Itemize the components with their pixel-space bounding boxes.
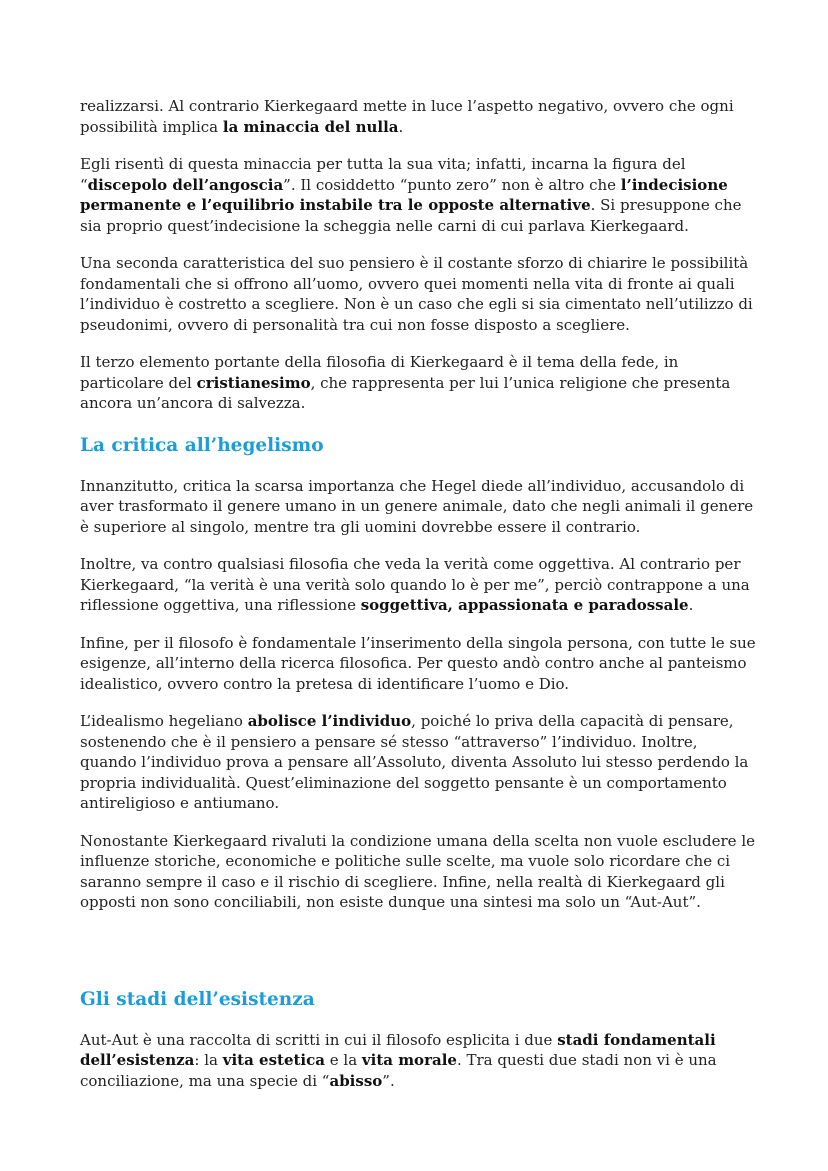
- text-run: L’idealismo hegeliano: [80, 712, 248, 730]
- intro-paragraph-3: [80, 253, 758, 335]
- text-run: Infine, per il filosofo è fondamentale l’inserimento della singola persona, con tutte le sue esigenze, all’interno della ricerca filosofica. Per questo andò contro anche al panteismo idealistico, ovvero contro la pretesa di identificare l’uomo e Dio.: [80, 633, 756, 693]
- text-run: ”. Il cosiddetto “punto zero” non è altro che: [283, 175, 621, 194]
- heading-stadi-esistenza: Gli stadi dell’esistenza: [80, 988, 315, 1010]
- critica-paragraph-5: [80, 831, 758, 913]
- spacer: [80, 930, 758, 968]
- intro-section: [80, 96, 758, 414]
- bold-text: discepolo dell’angoscia: [87, 175, 284, 194]
- stadi-paragraph-1: [80, 1030, 758, 1092]
- bold-text: la minaccia del nulla: [222, 117, 399, 136]
- bold-text: soggettiva, appassionata e paradossale: [360, 596, 689, 614]
- bold-text: vita morale: [361, 1051, 457, 1069]
- text-run: Nonostante Kierkegaard rivaluti la condizione umana della scelta non vuole escludere le influenze storiche, economiche e politiche sulle scelte, ma vuole solo ricordare che ci saranno sempre il caso e il rischio di scegliere. Infine, nella realtà di Kierkegaard gli opposti non sono conciliabili, non esiste dunque una sintesi ma solo un “Aut-Aut”.: [80, 831, 755, 911]
- bold-text: cristianesimo: [196, 373, 311, 392]
- intro-paragraph-4: [80, 352, 758, 414]
- text-run: : la: [194, 1051, 223, 1069]
- text-run: e la: [324, 1051, 362, 1069]
- text-run: Innanzitutto, critica la scarsa importanza che Hegel diede all’individuo, accusandolo di aver trasformato il genere umano in un genere animale, dato che negli animali il genere è superiore al singolo, mentre tra gli uomini dovrebbe essere il contrario.: [80, 476, 754, 536]
- bold-text: l’indecisione permanente e l’equilibrio instabile tra le opposte alternative: [80, 175, 728, 214]
- heading-critica-hegelismo: La critica all’hegelismo: [80, 434, 324, 456]
- critica-paragraph-4: [80, 711, 758, 814]
- stadi-section: [80, 1030, 758, 1092]
- text-run: Una seconda caratteristica del suo pensiero è il costante sforzo di chiarire le possibilità fondamentali che si offrono all’uomo, ovvero quei momenti nella vita di fronte ai quali l’individuo è costretto a scegliere. Non è un caso che egli si sia cimentato nell’utilizzo di pseudonimi, ovvero di personalità tra cui non fosse disposto a scegliere.: [80, 254, 753, 334]
- text-run: .: [398, 117, 404, 136]
- critica-section: [80, 476, 758, 913]
- text-run: ”.: [382, 1071, 395, 1090]
- text-run: Aut-Aut è una raccolta di scritti in cui il filosofo esplicita i due: [80, 1030, 558, 1049]
- bold-text: stadi fondamentali dell’esistenza: [80, 1030, 716, 1069]
- text-run: Inoltre, va contro qualsiasi filosofia che veda la verità come oggettiva. Al contrario per Kierkegaard, “la verità è una verità solo quando lo è per me”, perciò contrappone a una riflessione oggettiva, una riflessione: [80, 555, 750, 614]
- intro-paragraph-2: [80, 154, 758, 236]
- text-run: Il terzo elemento portante della filosofia di Kierkegaard è il tema della fede, in particolare del: [80, 353, 679, 392]
- text-run: . Si presuppone che sia proprio quest’indecisione la scheggia nelle carni di cui parlava Kierkegaard.: [80, 196, 742, 235]
- text-run: . Tra questi due stadi non vi è una conciliazione, ma una specie di “: [80, 1051, 717, 1090]
- critica-paragraph-2: [80, 554, 758, 616]
- bold-text: abolisce l’individuo: [247, 712, 412, 730]
- critica-paragraph-3: [80, 633, 758, 695]
- text-run: , che rappresenta per lui l’unica religione che presenta ancora un’ancora di salvezza.: [80, 373, 731, 412]
- text-run: .: [688, 596, 694, 614]
- text-run: Egli risentì di questa minaccia per tutta la sua vita; infatti, incarna la figura del “: [80, 155, 686, 194]
- bold-text: abisso: [329, 1071, 383, 1090]
- intro-paragraph-1: [80, 96, 758, 137]
- critica-paragraph-1: [80, 476, 758, 538]
- bold-text: vita estetica: [222, 1051, 325, 1069]
- text-run: , poiché lo priva della capacità di pensare, sostenendo che è il pensiero a pensare sé stesso “attraverso” l’individuo. Inoltre, quando l’individuo prova a pensare all’Assoluto, diventa Assoluto lui stesso perdendo la propria individualità. Quest’eliminazione del soggetto pensante è un comportamento antireligioso e antiumano.: [80, 712, 749, 812]
- text-run: realizzarsi. Al contrario Kierkegaard mette in luce l’aspetto negativo, ovvero che ogni possibilità implica: [80, 97, 734, 136]
